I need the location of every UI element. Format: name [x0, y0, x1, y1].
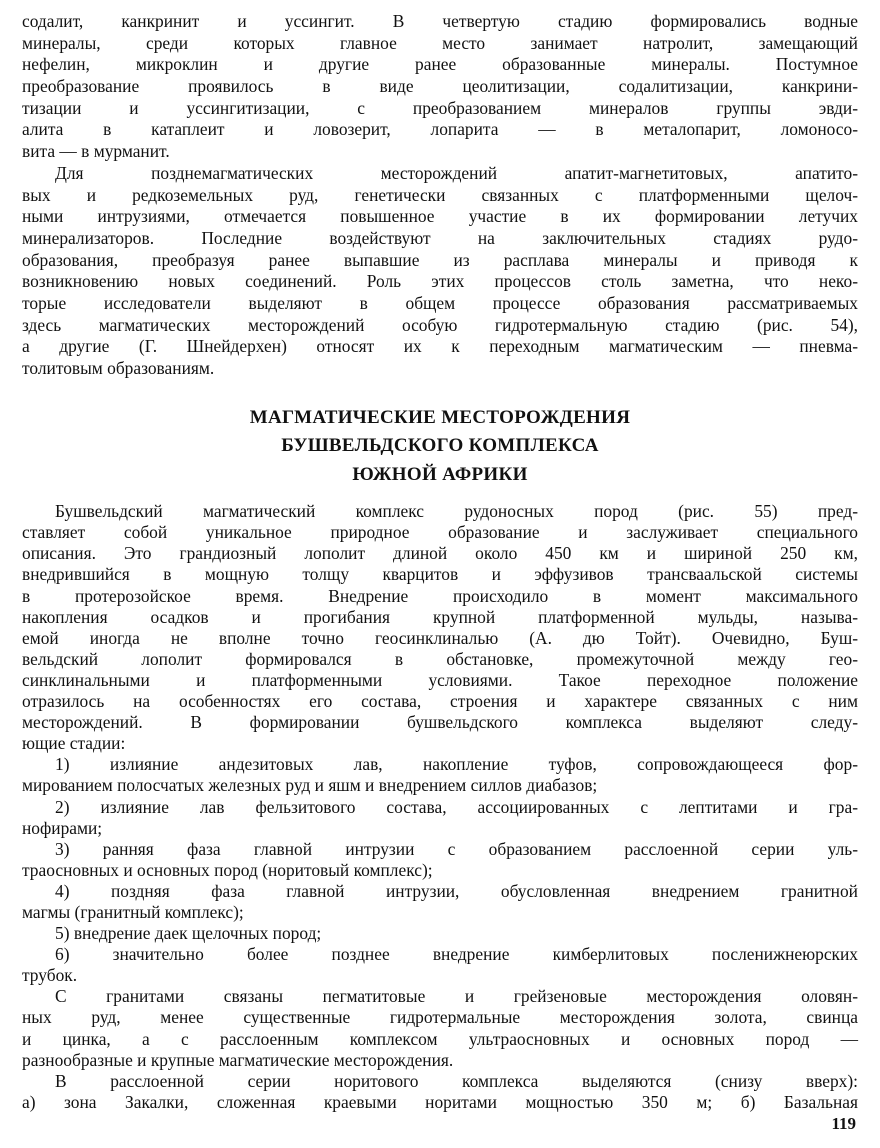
text-line: содалит, канкринит и уссингит. В четвертую стадию формировались водные	[22, 11, 858, 31]
text-line: ными интрузиями, отмечается повышенное участие в их формировании летучих	[22, 206, 858, 227]
text-line: образования, преобразуя ранее выпавшие из расплава минералы и приводя к	[22, 249, 858, 270]
text-line: трубок.	[22, 965, 78, 986]
text-line: описания. Это грандиозный лополит длиной около 450 км и шириной 250 км,	[22, 543, 858, 564]
page-text	[22, 11, 858, 1113]
text-line: алита в катаплеит и ловозерит, лопарита — в металопарит, ломоносо-	[22, 119, 858, 140]
text-line: торые исследователи выделяют в общем процессе образования рассматриваемых	[22, 292, 858, 313]
text-line: синклинальными и платформенными условиями. Такое переходное положение	[22, 669, 858, 690]
text-line: возникновению новых соединений. Роль этих процессов столь заметна, что неко-	[22, 271, 858, 292]
section-heading	[22, 404, 858, 490]
paragraph	[22, 754, 858, 796]
text-line: в протерозойское время. Внедрение происходило в момент максимального	[22, 585, 858, 606]
paragraph	[22, 881, 858, 923]
text-line: а другие (Г. Шнейдерхен) относят их к переходным магматическим — пневма-	[22, 336, 858, 357]
text-line: 3) ранняя фаза главной интрузии с образованием расслоенной серии уль-	[55, 838, 858, 859]
text-line: В расслоенной серии норитового комплекса выделяются (снизу вверх):	[55, 1070, 858, 1091]
text-line: здесь магматических месторождений особую гидротермальную стадию (рис. 54),	[22, 314, 858, 335]
text-line: нофирами;	[22, 817, 103, 838]
text-line: траосновных и основных пород (норитовый комплекс);	[22, 859, 433, 880]
text-line: внедрившийся в мощную толщу кварцитов и эффузивов трансваальской системы	[22, 564, 858, 585]
paragraph	[22, 11, 858, 163]
text-line: 2) излияние лав фельзитового состава, ассоциированных с лептитами и гра-	[55, 796, 858, 817]
text-line: 4) поздняя фаза главной интрузии, обусловленная внедрением гранитной	[55, 880, 858, 901]
text-line: вита — в мурманит.	[22, 141, 170, 162]
text-line: С гранитами связаны пегматитовые и грейзеновые месторождения оловян-	[55, 986, 858, 1007]
heading-line: БУШВЕЛЬДСКОГО КОМПЛЕКСА	[281, 435, 599, 457]
body-text-bottom	[22, 501, 858, 1113]
text-line: емой иногда не вполне точно геосинклиналью (А. дю Тойт). Очевидно, Буш-	[22, 627, 858, 648]
text-line: Для позднемагматических месторождений апатит-магнетитовых, апатито-	[55, 162, 858, 183]
paragraph	[22, 839, 858, 881]
text-line: вых и редкоземельных руд, генетически связанных с платформенными щелоч-	[22, 184, 858, 205]
page-number: 119	[831, 1114, 856, 1133]
paragraph	[22, 986, 858, 1070]
text-line: вельдский лополит формировался в обстановке, промежуточной между гео-	[22, 648, 858, 669]
text-line: мированием полосчатых железных руд и яшм и внедрением силлов диабазов;	[22, 775, 598, 796]
text-line: 1) излияние андезитовых лав, накопление туфов, сопровождающееся фор-	[55, 754, 858, 775]
text-line: 5) внедрение даек щелочных пород;	[55, 923, 322, 944]
heading-line: ЮЖНОЙ АФРИКИ	[352, 463, 528, 485]
text-line: разнообразные и крупные магматические месторождения.	[22, 1049, 454, 1070]
text-line: месторождений. В формировании бушвельдского комплекса выделяют следу-	[22, 712, 858, 733]
paragraph	[22, 163, 858, 380]
paragraph	[22, 923, 858, 944]
paragraph	[22, 501, 858, 754]
text-line: ставляет собой уникальное природное образование и заслуживает специального	[22, 522, 858, 543]
text-line: преобразование проявилось в виде цеолитизации, содалитизации, канкрини-	[22, 76, 858, 97]
text-line: ющие стадии:	[22, 733, 126, 754]
text-line: 6) значительно более позднее внедрение кимберлитовых посленижнеюрских	[55, 944, 858, 965]
heading-line: МАГМАТИЧЕСКИЕ МЕСТОРОЖДЕНИЯ	[249, 406, 631, 428]
paragraph	[22, 797, 858, 839]
text-line: отразилось на особенностях его состава, строения и характере связанных с ним	[22, 691, 858, 712]
text-line: Бушвельдский магматический комплекс рудоносных пород (рис. 55) пред-	[55, 501, 858, 522]
text-line: и цинка, а с расслоенным комплексом ультраосновных и основных пород —	[22, 1028, 858, 1049]
text-line: нефелин, микроклин и другие ранее образованные минералы. Постумное	[22, 54, 858, 75]
text-line: минерализаторов. Последние воздействуют на заключительных стадиях рудо-	[22, 227, 858, 248]
text-line: накопления осадков и прогибания крупной платформенной мульды, называ-	[22, 606, 858, 627]
text-line: а) зона Закалки, сложенная краевыми норитами мощностью 350 м; б) Базальная	[22, 1091, 858, 1112]
text-line: минералы, среди которых главное место занимает натролит, замещающий	[22, 32, 858, 53]
text-line: магмы (гранитный комплекс);	[22, 901, 244, 922]
paragraph	[22, 1071, 858, 1113]
text-line: тизации и уссингитизации, с преобразованием минералов группы эвди-	[22, 97, 858, 118]
text-line: ных руд, менее существенные гидротермальные месторождения золота, свинца	[22, 1007, 858, 1028]
text-line: толитовым образованиям.	[22, 358, 215, 378]
body-text-top	[22, 11, 858, 380]
paragraph	[22, 944, 858, 986]
